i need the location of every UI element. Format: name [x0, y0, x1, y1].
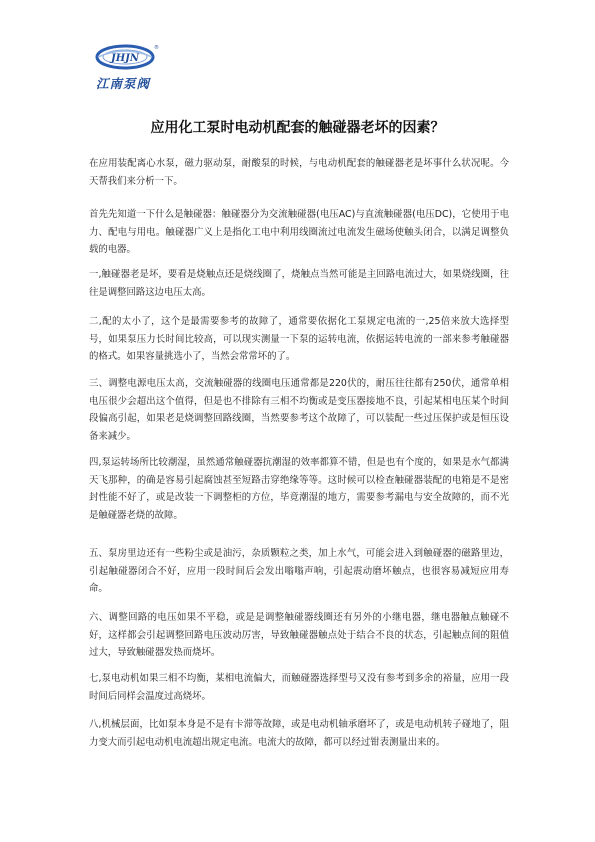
article-paragraph: 三、调整电源电压太高，交流触碰器的线圈电压通常都是220伏的，耐压往往都有250伏，通常单相电压很少会超出这个值得，但是也不排除有三相不均衡或是变压器接地不良，引起某相电压某个时间段偏高引起，如果老是烧调整回路线圈，当然要参考这个故障了，可以装配一些过压保护或是恒压设备来减少。	[89, 378, 509, 442]
registered-mark: ®	[154, 45, 159, 51]
article-paragraph: 五、泵房里边还有一些粉尘或是油污，杂质颗粒之类，加上水气，可能会进入到触碰器的磁路里边，引起触碰器闭合不好，应用一段时间后会发出嗡嗡声响，引起震动磨坏触点，也很容易减短应用寿命。	[89, 548, 509, 594]
article-title: 应用化工泵时电动机配套的触碰器老坏的因素？	[150, 120, 445, 136]
article-paragraph: 六、调整回路的电压如果不平稳，或是是调整触碰器线圈还有另外的小继电器，继电器触点触碰不好，这样都会引起调整回路电压波动厉害，导致触碰器触点处于结合不良的状态，引起触点间的阻值过大，导致触碰器发热而烧坏。	[89, 612, 509, 658]
article-paragraph: 二,配的太小了，这个是最需要参考的故障了，通常要依据化工泵规定电流的一,25倍来放大选择型号，如果泵压力长时间比较高，可以现实测量一下泵的运转电流，依据运转电流的一部来参考触碰器的格式。如果容量挑选小了，当然会常常坏的了。	[89, 316, 509, 362]
article-paragraph: 七,泵电动机如果三相不均衡，某相电流偏大，而触碰器选择型号又没有参考到多余的裕量，应用一段时间后同样会温度过高烧坏。	[89, 673, 509, 702]
logo-emblem	[92, 42, 162, 76]
company-logo	[92, 42, 162, 97]
article-paragraph: 在应用装配离心水泵，磁力驱动泵，耐酸泵的时候，与电动机配套的触碰器老是坏事什么状况呢。今天帮我们来分析一下。	[89, 158, 509, 187]
article-paragraph: 八,机械层面，比如泵本身是不是有卡滞等故障，或是电动机轴承磨坏了，或是电动机转子碰地了，阻力变大而引起电动机电流超出规定电流。电流大的故障，都可以经过钳表测量出来的。	[89, 719, 509, 748]
article-paragraph: 首先先知道一下什么是触碰器：触碰器分为交流触碰器(电压AC)与直流触碰器(电压DC)，它使用于电力、配电与用电。触碰器广义上是指化工电中利用线圈流过电流发生磁场使触头闭合，以满足调整负载的电器。	[89, 209, 509, 255]
logo-badge-text: JHJN	[110, 53, 140, 64]
article-paragraph: 四,泵运转场所比较潮湿，虽然通常触碰器抗潮湿的效率都算不错，但是也有个度的，如果是水气都满天飞那种，的确是容易引起腐蚀甚至短路击穿绝缘等等。这时候可以检查触碰器装配的电箱是不是密封性能不好了，或是改装一下调整柜的方位，毕竟潮湿的地方，需要参考漏电与安全故障的，而不光是触碰器老烧的故障。	[89, 457, 509, 521]
article-paragraph: 一,触碰器老是坏，要看是烧触点还是烧线圈了，烧触点当然可能是主回路电流过大，如果烧线圈，往往是调整回路这边电压太高。	[89, 269, 509, 298]
logo-brand-text: 江南泵阀	[96, 76, 151, 91]
